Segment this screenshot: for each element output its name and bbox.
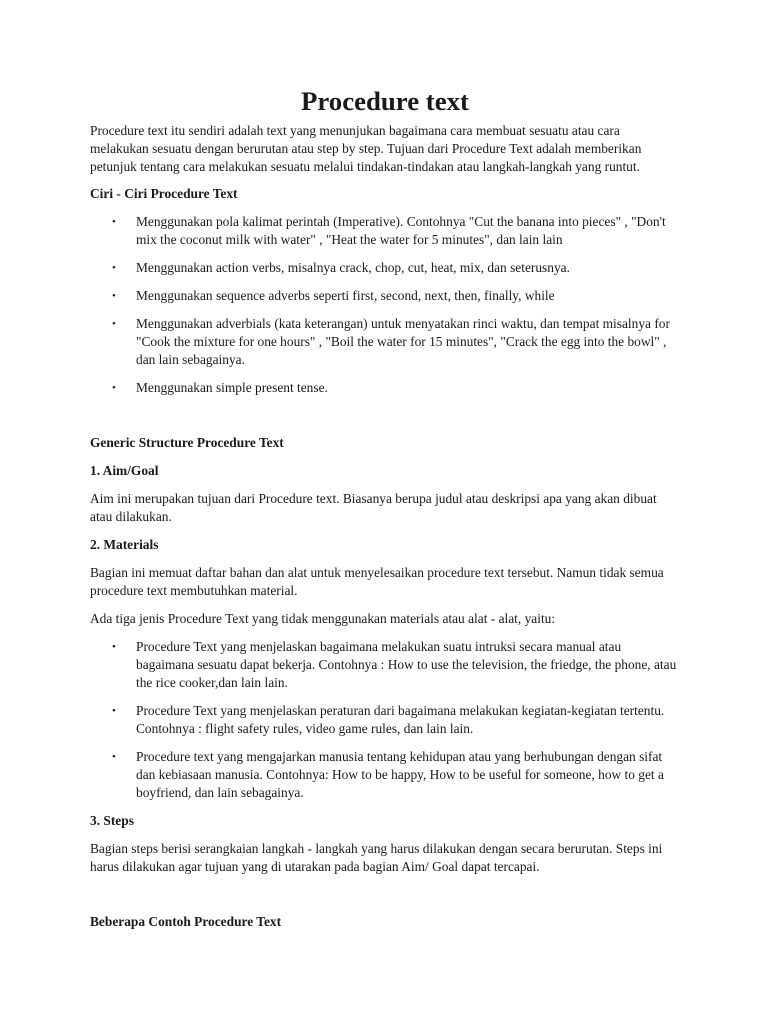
aim-heading: 1. Aim/Goal [90,463,159,478]
materials-paragraph: Bagian ini memuat daftar bahan dan alat untuk menyelesaikan procedure text tersebut. Namun tidak semua procedure text membutuhkan material. [90,565,664,598]
materials-heading: 2. Materials [90,537,159,552]
list-item [90,748,680,802]
bullet-icon: • [112,382,116,394]
list-item [90,379,680,397]
list-item-text: Procedure Text yang menjelaskan peraturan dari bagaimana melakukan kegiatan-kegiatan tertentu. Contohnya : flight safety rules, video game rules, dan lain lain. [136,703,665,736]
list-item [90,213,680,249]
bullet-icon: • [112,216,116,228]
types-list [90,638,680,802]
types-intro-paragraph: Ada tiga jenis Procedure Text yang tidak menggunakan materials atau alat - alat, yaitu: [90,611,556,626]
bullet-icon: • [112,262,116,274]
list-item-text: Menggunakan adverbials (kata keterangan) untuk menyatakan rinci waktu, dan tempat misalnya for "Cook the mixture for one hours" , "Boil the water for 15 minutes", "Crack the egg into the bowl" , dan lain sebagainya. [136,316,670,367]
bullet-icon: • [112,290,116,302]
list-item [90,259,680,277]
list-item [90,702,680,738]
list-item-text: Menggunakan simple present tense. [136,380,328,395]
list-item [90,287,680,305]
list-item-text: Menggunakan pola kalimat perintah (Imperative). Contohnya "Cut the banana into pieces" , "Don't mix the coconut milk with water" , "Heat the water for 5 minutes", dan lain lain [136,214,666,247]
list-item-text: Menggunakan sequence adverbs seperti first, second, next, then, finally, while [136,288,555,303]
steps-paragraph: Bagian steps berisi serangkaian langkah - langkah yang harus dilakukan dengan secara berurutan. Steps ini harus dilakukan agar tujuan yang di utarakan pada bagian Aim/ Goal dapat tercapai. [90,841,663,874]
list-item [90,638,680,692]
list-item-text: Procedure text yang mengajarkan manusia tentang kehidupan atau yang berhubungan dengan sifat dan kebiasaan manusia. Contohnya: How to be happy, How to be useful for someone, how to get a boyfriend, dan lain sebagainya. [136,749,664,800]
bullet-icon: • [112,641,116,653]
document-content [90,86,680,931]
examples-heading: Beberapa Contoh Procedure Text [90,914,282,929]
bullet-icon: • [112,751,116,763]
bullet-icon: • [112,705,116,717]
intro-paragraph: Procedure text itu sendiri adalah text yang menunjukan bagaimana cara membuat sesuatu atau cara melakukan sesuatu dengan berurutan atau step by step. Tujuan dari Procedure Text adalah memberikan petunjuk tentang cara melakukan sesuatu melalui tindakan-tindakan atau langkah-langkah yang runtut. [90,123,642,174]
list-item [90,315,680,369]
bullet-icon: • [112,318,116,330]
steps-heading: 3. Steps [90,813,134,828]
generic-structure-heading: Generic Structure Procedure Text [90,435,284,450]
ciri-list [90,213,680,397]
list-item-text: Menggunakan action verbs, misalnya crack, chop, cut, heat, mix, dan seterusnya. [136,260,570,275]
list-item-text: Procedure Text yang menjelaskan bagaimana melakukan suatu intruksi secara manual atau bagaimana sesuatu dapat bekerja. Contohnya : How to use the television, the friedge, the phone, atau the rice cooker,dan lain lain. [136,639,677,690]
aim-paragraph: Aim ini merupakan tujuan dari Procedure text. Biasanya berupa judul atau deskripsi apa yang akan dibuat atau dilakukan. [90,491,657,524]
page-title: Procedure text [301,86,469,116]
ciri-heading: Ciri - Ciri Procedure Text [90,186,238,201]
